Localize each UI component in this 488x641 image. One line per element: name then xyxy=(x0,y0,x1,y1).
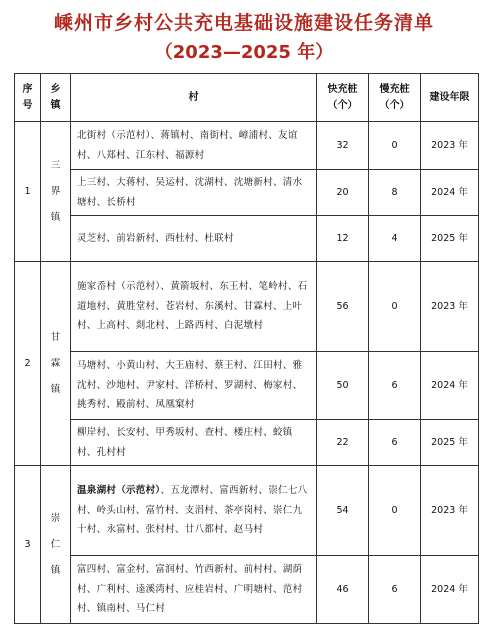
village-list-rest: 、五龙潭村、富西新村、崇仁七八村、岭头山村、富竹村、支涓村、茶亭岗村、崇仁九十村、永富村、张村村、廿八都村、赵马村 xyxy=(77,485,308,536)
town-cell: 甘霖镇 xyxy=(41,262,71,466)
village-list: 上三村、大蒋村、吴运村、沈湖村、沈塘新村、清水塘村、长桥村 xyxy=(71,170,317,216)
document-subtitle-years: （2023—2025 年） xyxy=(154,42,334,63)
year-cell: 2023 年 xyxy=(421,122,479,170)
fast-count: 46 xyxy=(317,556,369,624)
year-cell: 2024 年 xyxy=(421,170,479,216)
year-cell: 2025 年 xyxy=(421,420,479,466)
village-list: 北街村（示范村）、蒋镇村、南街村、嶂浦村、友谊村、八郑村、江东村、福源村 xyxy=(71,122,317,170)
table-row xyxy=(15,352,479,420)
fast-count: 22 xyxy=(317,420,369,466)
fast-count: 56 xyxy=(317,262,369,352)
header-village: 村 xyxy=(71,74,317,122)
slow-count: 0 xyxy=(369,122,421,170)
slow-count: 0 xyxy=(369,262,421,352)
slow-count: 6 xyxy=(369,420,421,466)
demo-village-label: 温泉湖村（示范村） xyxy=(77,485,161,497)
slow-count: 6 xyxy=(369,556,421,624)
header-row xyxy=(15,74,479,122)
table-row xyxy=(15,216,479,262)
village-list: 施家岙村（示范村）、黄箭坂村、东王村、笔岭村、石道地村、黄胜堂村、苍岩村、东溪村、甘霖村、上叶村、上高村、剡北村、上路西村、白泥墩村 xyxy=(71,262,317,352)
table-row xyxy=(15,170,479,216)
document-title: 嵊州市乡村公共充电基础设施建设任务清单 xyxy=(53,12,434,34)
table-row xyxy=(15,556,479,624)
village-list xyxy=(71,466,317,556)
slow-count: 4 xyxy=(369,216,421,262)
slow-count: 0 xyxy=(369,466,421,556)
table-row xyxy=(15,466,479,556)
slow-count: 8 xyxy=(369,170,421,216)
header-year: 建设年限 xyxy=(421,74,479,122)
year-cell: 2024 年 xyxy=(421,556,479,624)
task-table xyxy=(14,73,479,624)
village-list: 马塘村、小黄山村、大王庙村、蔡王村、江田村、雅沈村、沙地村、尹家村、洋桥村、罗湖村、梅家村、挑秀村、殿前村、凤凰窠村 xyxy=(71,352,317,420)
village-list: 灵芝村、前岩新村、西杜村、杜联村 xyxy=(71,216,317,262)
table-row xyxy=(15,262,479,352)
year-cell: 2025 年 xyxy=(421,216,479,262)
village-list: 柳岸村、长安村、甲秀坂村、查村、楼庄村、蛟镇村、孔村村 xyxy=(71,420,317,466)
town-cell: 三界镇 xyxy=(41,122,71,262)
fast-count: 12 xyxy=(317,216,369,262)
table-row xyxy=(15,420,479,466)
town-cell: 崇仁镇 xyxy=(41,466,71,624)
fast-count: 20 xyxy=(317,170,369,216)
fast-count: 32 xyxy=(317,122,369,170)
fast-count: 50 xyxy=(317,352,369,420)
seq-cell: 1 xyxy=(15,122,41,262)
header-seq: 序 号 xyxy=(15,74,41,122)
year-cell: 2024 年 xyxy=(421,352,479,420)
year-cell: 2023 年 xyxy=(421,262,479,352)
seq-cell: 2 xyxy=(15,262,41,466)
table-row xyxy=(15,122,479,170)
village-list: 富四村、富金村、富润村、竹西新村、前村村、湖荫村、广利村、逵溪湾村、应桂岩村、广明塘村、范村村、镇南村、马仁村 xyxy=(71,556,317,624)
fast-count: 54 xyxy=(317,466,369,556)
header-town: 乡 镇 xyxy=(41,74,71,122)
header-fast-charger: 快充桩 （个） xyxy=(317,74,369,122)
seq-cell: 3 xyxy=(15,466,41,624)
header-slow-charger: 慢充桩 （个） xyxy=(369,74,421,122)
slow-count: 6 xyxy=(369,352,421,420)
year-cell: 2023 年 xyxy=(421,466,479,556)
